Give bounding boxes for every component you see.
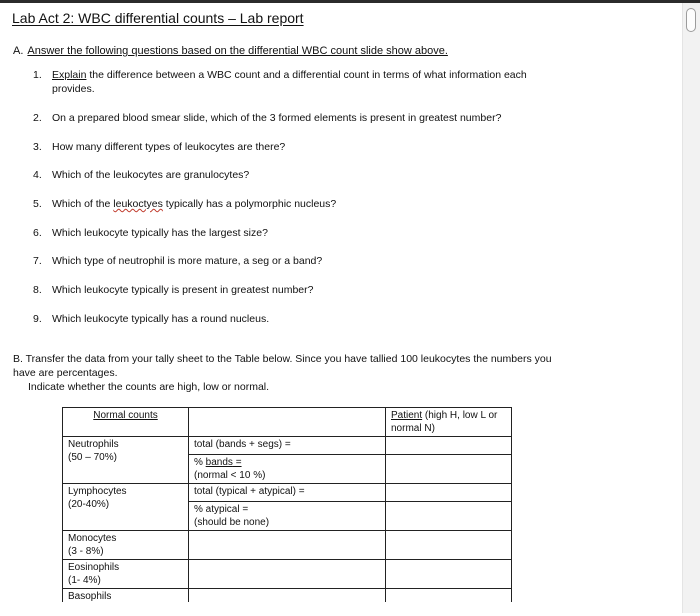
neutrophils-label: Neutrophils [68, 439, 119, 450]
bands-word: bands [205, 457, 233, 468]
misspelled-word: leukoctyes [113, 198, 163, 210]
question-number: 7. [33, 255, 42, 267]
table-row [63, 531, 512, 560]
section-b [13, 352, 558, 393]
section-a-label: A. [13, 45, 24, 57]
question-number: 8. [33, 284, 42, 296]
bands-line [194, 456, 380, 469]
lymphocytes-range: (20-40%) [68, 499, 110, 510]
bands-prefix: % [194, 457, 206, 468]
question-number: 4. [33, 169, 42, 181]
atypical-label: % atypical = [194, 504, 249, 515]
cell-neutrophils-bands-patient[interactable] [386, 455, 512, 484]
cell-monocytes-value[interactable] [189, 531, 386, 560]
cell-monocytes [63, 531, 189, 560]
cell-lymphocytes-atypical-patient[interactable] [386, 502, 512, 531]
table-row [63, 437, 512, 455]
question-text: Which of the leukocytes are granulocytes? [52, 169, 250, 181]
question-text: Which type of neutrophil is more mature, a seg or a band? [52, 255, 323, 267]
header-normal-counts [63, 408, 189, 437]
header-patient-label: Patient [391, 410, 423, 421]
header-patient [386, 408, 512, 437]
section-a-instruction: Answer the following questions based on the differential WBC count slide show above. [27, 45, 448, 57]
header-normal-counts-label: Normal counts [93, 410, 158, 421]
question-keyword: Explain [52, 69, 87, 81]
question-text-body: the difference between a WBC count and a differential count in terms of what information each provides. [52, 69, 527, 95]
vertical-scrollbar[interactable] [682, 3, 700, 613]
cell-eosinophils-patient[interactable] [386, 560, 512, 589]
lymphocytes-label: Lymphocytes [68, 486, 127, 497]
page-title: Lab Act 2: WBC differential counts – Lab report [12, 10, 304, 26]
cell-neutrophils-total-patient[interactable] [386, 437, 512, 455]
cell-lymphocytes-total[interactable] [189, 484, 386, 502]
header-patient-note: (high H, low L or normal N) [391, 410, 498, 434]
question-text: On a prepared blood smear slide, which of the 3 formed elements is present in greatest number? [52, 112, 502, 124]
question-number: 1. [33, 69, 42, 81]
cell-eosinophils-value[interactable] [189, 560, 386, 589]
section-b-instruction: B. Transfer the data from your tally sheet to the Table below. Since you have tallied 100 leukocytes the numbers you have are percentages. [13, 353, 552, 379]
cell-lymphocytes [63, 484, 189, 531]
section-b-indicate: Indicate whether the counts are high, low or normal. [28, 381, 270, 393]
neutrophils-total-label: total (bands + segs) = [194, 439, 291, 450]
table-row [63, 560, 512, 589]
scrollbar-thumb[interactable] [686, 8, 696, 32]
cell-lymphocytes-total-patient[interactable] [386, 484, 512, 502]
cell-eosinophils [63, 560, 189, 589]
wbc-data-table [62, 407, 512, 605]
bands-equals: = [232, 457, 242, 468]
question-text [52, 197, 572, 211]
page-cutoff [0, 602, 680, 616]
monocytes-label: Monocytes [68, 533, 117, 544]
cell-neutrophils [63, 437, 189, 484]
question-text-pre: Which of the [52, 198, 114, 210]
cell-neutrophils-bands[interactable] [189, 455, 386, 484]
question-text-post: typically has a polymorphic nucleus? [162, 198, 337, 210]
question-text: Which leukocyte typically is present in greatest number? [52, 284, 314, 296]
atypical-note: (should be none) [194, 517, 270, 528]
eosinophils-label: Eosinophils [68, 562, 120, 573]
cell-lymphocytes-atypical[interactable] [189, 502, 386, 531]
bands-note: (normal < 10 %) [194, 470, 266, 481]
cell-neutrophils-total[interactable] [189, 437, 386, 455]
question-text: How many different types of leukocytes are there? [52, 141, 286, 153]
table-header-row [63, 408, 512, 437]
table-row [63, 484, 512, 502]
section-a-heading [13, 45, 448, 57]
cell-monocytes-patient[interactable] [386, 531, 512, 560]
question-number: 6. [33, 227, 42, 239]
question-text: Which leukocyte typically has a round nucleus. [52, 313, 270, 325]
monocytes-range: (3 - 8%) [68, 546, 104, 557]
question-number: 9. [33, 313, 42, 325]
question-number: 5. [33, 198, 42, 210]
basophils-label: Basophils [68, 591, 112, 602]
question-number: 3. [33, 141, 42, 153]
eosinophils-range: (1- 4%) [68, 575, 101, 586]
question-text: Which leukocyte typically has the largest size? [52, 227, 268, 239]
question-number: 2. [33, 112, 42, 124]
question-text [52, 68, 572, 96]
neutrophils-range: (50 – 70%) [68, 452, 117, 463]
document-page [0, 3, 680, 613]
lymphocytes-total-label: total (typical + atypical) = [194, 486, 305, 497]
header-blank [189, 408, 386, 437]
